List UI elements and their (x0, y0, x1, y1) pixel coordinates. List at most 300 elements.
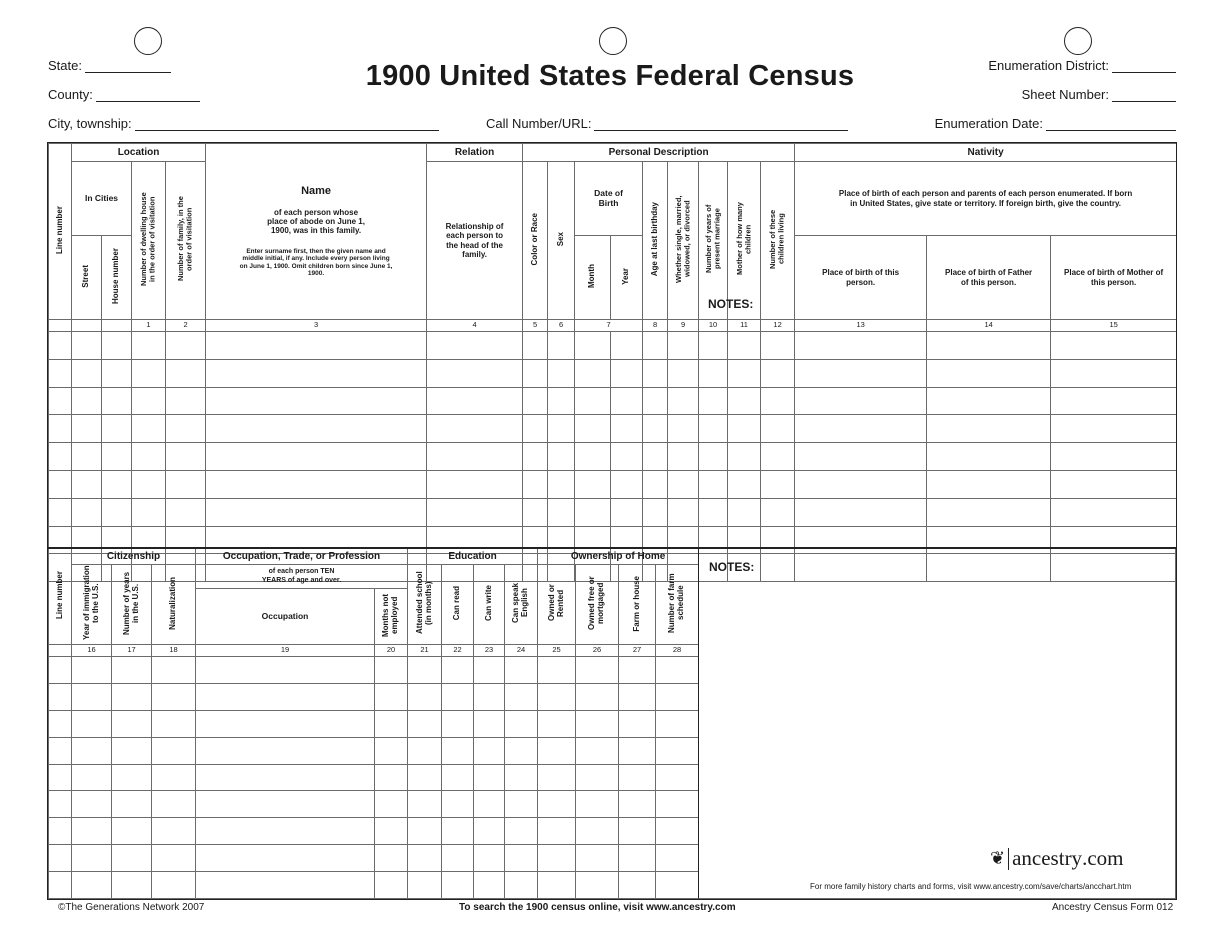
entry-cell[interactable] (668, 470, 699, 498)
entry-cell[interactable] (643, 387, 668, 415)
column-number: 27 (619, 645, 656, 657)
entry-cell[interactable] (408, 683, 442, 710)
entry-cell[interactable] (474, 872, 505, 899)
entry-cell[interactable] (1051, 498, 1177, 526)
entry-cell[interactable] (505, 683, 538, 710)
entry-cell[interactable] (375, 764, 408, 791)
entry-cell[interactable] (166, 332, 206, 360)
dwelling-number-header: Number of dwelling house in the order of visitation (132, 162, 166, 320)
entry-cell[interactable] (72, 791, 112, 818)
entry-cell[interactable] (72, 872, 112, 899)
entry-cell[interactable] (927, 443, 1051, 471)
entry-cell[interactable] (427, 387, 523, 415)
entry-cell[interactable] (152, 872, 196, 899)
entry-cell[interactable] (576, 845, 619, 872)
entry-cell[interactable] (668, 415, 699, 443)
entry-cell[interactable] (538, 764, 576, 791)
entry-cell[interactable] (166, 498, 206, 526)
entry-cell[interactable] (619, 872, 656, 899)
entry-cell[interactable] (548, 332, 575, 360)
entry-cell[interactable] (575, 387, 611, 415)
entry-cell[interactable] (699, 387, 728, 415)
entry-cell[interactable] (728, 470, 761, 498)
county-field[interactable] (48, 87, 200, 102)
entry-cell[interactable] (442, 657, 474, 684)
years-married-header: Number of years of present marriage (699, 162, 728, 320)
entry-cell[interactable] (611, 443, 643, 471)
entry-cell[interactable] (538, 818, 576, 845)
entry-cell[interactable] (656, 683, 699, 710)
column-number: 23 (474, 645, 505, 657)
entry-cell[interactable] (728, 415, 761, 443)
entry-cell[interactable] (102, 498, 132, 526)
entry-cell[interactable] (538, 845, 576, 872)
entry-cell[interactable] (505, 845, 538, 872)
entry-cell[interactable] (643, 443, 668, 471)
entry-cell[interactable] (538, 737, 576, 764)
entry-cell[interactable] (112, 845, 152, 872)
entry-cell[interactable] (49, 332, 72, 360)
entry-cell[interactable] (112, 657, 152, 684)
entry-cell[interactable] (375, 791, 408, 818)
entry-cell[interactable] (72, 683, 112, 710)
entry-cell[interactable] (166, 387, 206, 415)
entry-cell[interactable] (523, 470, 548, 498)
column-number: 18 (152, 645, 196, 657)
entry-cell[interactable] (761, 498, 795, 526)
entry-cell[interactable] (576, 818, 619, 845)
entry-cell[interactable] (442, 845, 474, 872)
entry-cell[interactable] (49, 737, 72, 764)
entry-cell[interactable] (427, 415, 523, 443)
entry-cell[interactable] (668, 498, 699, 526)
entry-cell[interactable] (761, 470, 795, 498)
entry-cell[interactable] (72, 710, 112, 737)
entry-cell[interactable] (548, 387, 575, 415)
entry-cell[interactable] (505, 764, 538, 791)
entry-cell[interactable] (474, 710, 505, 737)
entry-cell[interactable] (206, 415, 427, 443)
entry-cell[interactable] (72, 415, 102, 443)
entry-cell[interactable] (927, 359, 1051, 387)
entry-cell[interactable] (408, 818, 442, 845)
entry-cell[interactable] (196, 683, 375, 710)
entry-cell[interactable] (611, 415, 643, 443)
date-of-birth-header: Date of Birth (575, 162, 643, 236)
entry-cell[interactable] (206, 498, 427, 526)
entry-cell[interactable] (72, 443, 102, 471)
entry-cell[interactable] (72, 818, 112, 845)
entry-cell[interactable] (611, 498, 643, 526)
entry-cell[interactable] (49, 845, 72, 872)
entry-cell[interactable] (523, 387, 548, 415)
entry-cell[interactable] (49, 359, 72, 387)
entry-cell[interactable] (166, 359, 206, 387)
entry-cell[interactable] (474, 737, 505, 764)
entry-cell[interactable] (795, 359, 927, 387)
entry-cell[interactable] (668, 387, 699, 415)
entry-cell[interactable] (474, 791, 505, 818)
entry-cell[interactable] (505, 791, 538, 818)
entry-cell[interactable] (49, 764, 72, 791)
entry-cell[interactable] (375, 737, 408, 764)
entry-cell[interactable] (375, 657, 408, 684)
entry-cell[interactable] (166, 443, 206, 471)
entry-cell[interactable] (927, 415, 1051, 443)
entry-cell[interactable] (548, 443, 575, 471)
entry-cell[interactable] (132, 332, 166, 360)
entry-cell[interactable] (575, 498, 611, 526)
entry-cell[interactable] (442, 710, 474, 737)
entry-cell[interactable] (408, 872, 442, 899)
entry-cell[interactable] (761, 443, 795, 471)
entry-cell[interactable] (699, 443, 728, 471)
entry-cell[interactable] (576, 683, 619, 710)
entry-cell[interactable] (927, 387, 1051, 415)
entry-cell[interactable] (112, 764, 152, 791)
entry-cell[interactable] (427, 498, 523, 526)
entry-cell[interactable] (206, 470, 427, 498)
entry-cell[interactable] (427, 443, 523, 471)
entry-cell[interactable] (49, 683, 72, 710)
attended-school-header: Attended school (in months) (408, 565, 442, 645)
table-row (49, 359, 1177, 387)
entry-cell[interactable] (206, 332, 427, 360)
entry-cell[interactable] (523, 332, 548, 360)
entry-cell[interactable] (49, 498, 72, 526)
entry-cell[interactable] (699, 498, 728, 526)
table-row (49, 657, 699, 684)
entry-cell[interactable] (575, 415, 611, 443)
entry-cell[interactable] (474, 657, 505, 684)
entry-cell[interactable] (643, 359, 668, 387)
nativity-header: Nativity (795, 144, 1177, 162)
entry-cell[interactable] (576, 710, 619, 737)
entry-cell[interactable] (196, 818, 375, 845)
entry-cell[interactable] (1051, 415, 1177, 443)
table-row (49, 387, 1177, 415)
entry-cell[interactable] (523, 498, 548, 526)
entry-cell[interactable] (643, 498, 668, 526)
entry-cell[interactable] (576, 791, 619, 818)
entry-cell[interactable] (375, 710, 408, 737)
entry-cell[interactable] (619, 791, 656, 818)
entry-cell[interactable] (375, 818, 408, 845)
entry-cell[interactable] (166, 415, 206, 443)
entry-cell[interactable] (196, 710, 375, 737)
entry-cell[interactable] (1051, 359, 1177, 387)
entry-cell[interactable] (132, 470, 166, 498)
color-race-header: Color or Race (523, 162, 548, 320)
entry-cell[interactable] (49, 415, 72, 443)
entry-cell[interactable] (196, 845, 375, 872)
entry-cell[interactable] (538, 791, 576, 818)
entry-cell[interactable] (576, 657, 619, 684)
entry-cell[interactable] (619, 657, 656, 684)
entry-cell[interactable] (728, 443, 761, 471)
entry-cell[interactable] (102, 387, 132, 415)
entry-cell[interactable] (72, 332, 102, 360)
entry-cell[interactable] (408, 764, 442, 791)
column-number: 26 (576, 645, 619, 657)
entry-cell[interactable] (72, 737, 112, 764)
entry-cell[interactable] (611, 470, 643, 498)
entry-cell[interactable] (196, 791, 375, 818)
entry-cell[interactable] (575, 443, 611, 471)
entry-cell[interactable] (728, 498, 761, 526)
entry-cell[interactable] (132, 498, 166, 526)
relation-header: Relation (427, 144, 523, 162)
entry-cell[interactable] (132, 443, 166, 471)
entry-cell[interactable] (761, 332, 795, 360)
entry-cell[interactable] (656, 791, 699, 818)
location-header: Location (72, 144, 206, 162)
entry-cell[interactable] (152, 710, 196, 737)
entry-cell[interactable] (523, 443, 548, 471)
entry-cell[interactable] (548, 415, 575, 443)
call-number-field[interactable] (486, 116, 848, 131)
entry-cell[interactable] (668, 332, 699, 360)
entry-cell[interactable] (576, 764, 619, 791)
entry-cell[interactable] (656, 657, 699, 684)
entry-cell[interactable] (1051, 470, 1177, 498)
entry-cell[interactable] (795, 498, 927, 526)
entry-cell[interactable] (699, 470, 728, 498)
entry-cell[interactable] (408, 845, 442, 872)
entry-cell[interactable] (206, 387, 427, 415)
entry-cell[interactable] (795, 332, 927, 360)
enumeration-district-field[interactable] (940, 58, 1176, 73)
entry-cell[interactable] (49, 470, 72, 498)
entry-cell[interactable] (49, 657, 72, 684)
entry-cell[interactable] (442, 872, 474, 899)
entry-cell[interactable] (619, 818, 656, 845)
entry-cell[interactable] (575, 359, 611, 387)
entry-cell[interactable] (505, 818, 538, 845)
entry-cell[interactable] (132, 387, 166, 415)
state-field[interactable] (48, 58, 171, 73)
entry-cell[interactable] (152, 657, 196, 684)
entry-cell[interactable] (112, 737, 152, 764)
entry-cell[interactable] (643, 470, 668, 498)
entry-cell[interactable] (575, 470, 611, 498)
table-row (49, 683, 699, 710)
entry-cell[interactable] (619, 764, 656, 791)
entry-cell[interactable] (728, 359, 761, 387)
entry-cell[interactable] (102, 470, 132, 498)
entry-cell[interactable] (927, 498, 1051, 526)
entry-cell[interactable] (112, 710, 152, 737)
entry-cell[interactable] (72, 498, 102, 526)
occupation-title-header: Occupation, Trade, or Profession (196, 549, 408, 565)
column-number: 5 (523, 320, 548, 332)
entry-cell[interactable] (72, 470, 102, 498)
footer-copyright: ©The Generations Network 2007 (58, 902, 205, 913)
entry-cell[interactable] (548, 359, 575, 387)
entry-cell[interactable] (538, 710, 576, 737)
entry-cell[interactable] (1051, 387, 1177, 415)
entry-cell[interactable] (643, 415, 668, 443)
entry-cell[interactable] (408, 710, 442, 737)
entry-cell[interactable] (152, 818, 196, 845)
entry-cell[interactable] (1051, 332, 1177, 360)
entry-cell[interactable] (1051, 443, 1177, 471)
entry-cell[interactable] (427, 332, 523, 360)
entry-cell[interactable] (408, 737, 442, 764)
entry-cell[interactable] (611, 332, 643, 360)
entry-cell[interactable] (795, 387, 927, 415)
entry-cell[interactable] (49, 818, 72, 845)
entry-cell[interactable] (49, 791, 72, 818)
entry-cell[interactable] (619, 683, 656, 710)
column-number: 16 (72, 645, 112, 657)
entry-cell[interactable] (427, 359, 523, 387)
column-number: 22 (442, 645, 474, 657)
entry-cell[interactable] (656, 818, 699, 845)
entry-cell[interactable] (474, 818, 505, 845)
sheet-number-label: Sheet Number: (1021, 87, 1109, 102)
entry-cell[interactable] (474, 683, 505, 710)
entry-cell[interactable] (656, 737, 699, 764)
entry-cell[interactable] (611, 387, 643, 415)
entry-cell[interactable] (927, 470, 1051, 498)
entry-cell[interactable] (699, 359, 728, 387)
entry-cell[interactable] (699, 415, 728, 443)
entry-cell[interactable] (699, 332, 728, 360)
entry-cell[interactable] (49, 387, 72, 415)
entry-cell[interactable] (102, 415, 132, 443)
entry-cell[interactable] (643, 332, 668, 360)
entry-cell[interactable] (538, 872, 576, 899)
entry-cell[interactable] (112, 683, 152, 710)
footer-search-link[interactable]: To search the 1900 census online, visit www.ancestry.com (459, 902, 736, 913)
entry-cell[interactable] (49, 872, 72, 899)
entry-cell[interactable] (656, 764, 699, 791)
entry-cell[interactable] (668, 443, 699, 471)
entry-cell[interactable] (72, 764, 112, 791)
entry-cell[interactable] (375, 845, 408, 872)
naturalization-header: Naturalization (152, 565, 196, 645)
entry-cell[interactable] (795, 415, 927, 443)
sheet-number-field[interactable] (940, 87, 1176, 102)
entry-cell[interactable] (761, 387, 795, 415)
table-row (49, 872, 699, 899)
entry-cell[interactable] (152, 791, 196, 818)
entry-cell[interactable] (523, 415, 548, 443)
entry-cell[interactable] (427, 470, 523, 498)
column-number: 20 (375, 645, 408, 657)
entry-cell[interactable] (619, 737, 656, 764)
entry-cell[interactable] (152, 737, 196, 764)
entry-cell[interactable] (728, 387, 761, 415)
entry-cell[interactable] (375, 683, 408, 710)
entry-cell[interactable] (619, 845, 656, 872)
entry-cell[interactable] (505, 710, 538, 737)
entry-cell[interactable] (795, 443, 927, 471)
entry-cell[interactable] (761, 415, 795, 443)
entry-cell[interactable] (196, 737, 375, 764)
entry-cell[interactable] (656, 710, 699, 737)
entry-cell[interactable] (102, 332, 132, 360)
entry-cell[interactable] (442, 791, 474, 818)
entry-cell[interactable] (132, 415, 166, 443)
entry-cell[interactable] (196, 764, 375, 791)
farm-house-header: Farm or house (619, 565, 656, 645)
entry-cell[interactable] (375, 872, 408, 899)
entry-cell[interactable] (576, 872, 619, 899)
enumeration-date-field[interactable] (900, 116, 1176, 131)
entry-cell[interactable] (72, 657, 112, 684)
entry-cell[interactable] (102, 359, 132, 387)
entry-cell[interactable] (442, 683, 474, 710)
entry-cell[interactable] (523, 359, 548, 387)
entry-cell[interactable] (538, 683, 576, 710)
entry-cell[interactable] (576, 737, 619, 764)
entry-cell[interactable] (611, 359, 643, 387)
column-number: 12 (761, 320, 795, 332)
entry-cell[interactable] (408, 657, 442, 684)
entry-cell[interactable] (408, 791, 442, 818)
entry-cell[interactable] (152, 845, 196, 872)
entry-cell[interactable] (196, 872, 375, 899)
entry-cell[interactable] (166, 470, 206, 498)
entry-cell[interactable] (795, 470, 927, 498)
entry-cell[interactable] (548, 470, 575, 498)
entry-cell[interactable] (72, 845, 112, 872)
entry-cell[interactable] (619, 710, 656, 737)
entry-cell[interactable] (72, 359, 102, 387)
entry-cell[interactable] (927, 332, 1051, 360)
entry-cell[interactable] (442, 764, 474, 791)
entry-cell[interactable] (442, 818, 474, 845)
entry-cell[interactable] (474, 845, 505, 872)
entry-cell[interactable] (505, 872, 538, 899)
entry-cell[interactable] (206, 443, 427, 471)
entry-cell[interactable] (505, 657, 538, 684)
entry-cell[interactable] (112, 791, 152, 818)
entry-cell[interactable] (49, 443, 72, 471)
entry-cell[interactable] (668, 359, 699, 387)
entry-cell[interactable] (152, 683, 196, 710)
entry-cell[interactable] (206, 359, 427, 387)
entry-cell[interactable] (548, 498, 575, 526)
entry-cell[interactable] (49, 710, 72, 737)
entry-cell[interactable] (196, 657, 375, 684)
entry-cell[interactable] (761, 359, 795, 387)
owned-rented-header: Owned or Rented (538, 565, 576, 645)
can-write-header: Can write (474, 565, 505, 645)
entry-cell[interactable] (474, 764, 505, 791)
entry-cell[interactable] (656, 845, 699, 872)
entry-cell[interactable] (72, 387, 102, 415)
entry-cell[interactable] (132, 359, 166, 387)
entry-cell[interactable] (728, 332, 761, 360)
entry-cell[interactable] (656, 872, 699, 899)
city-township-field[interactable] (48, 116, 439, 131)
entry-cell[interactable] (538, 657, 576, 684)
entry-cell[interactable] (102, 443, 132, 471)
entry-cell[interactable] (575, 332, 611, 360)
entry-cell[interactable] (112, 872, 152, 899)
mother-children-header: Mother of how many children (728, 162, 761, 320)
column-number: 4 (427, 320, 523, 332)
table-row (49, 845, 699, 872)
entry-cell[interactable] (112, 818, 152, 845)
entry-cell[interactable] (442, 737, 474, 764)
entry-cell[interactable] (505, 737, 538, 764)
family-number-header: Number of family, in the order of visitation (166, 162, 206, 320)
entry-cell[interactable] (152, 764, 196, 791)
